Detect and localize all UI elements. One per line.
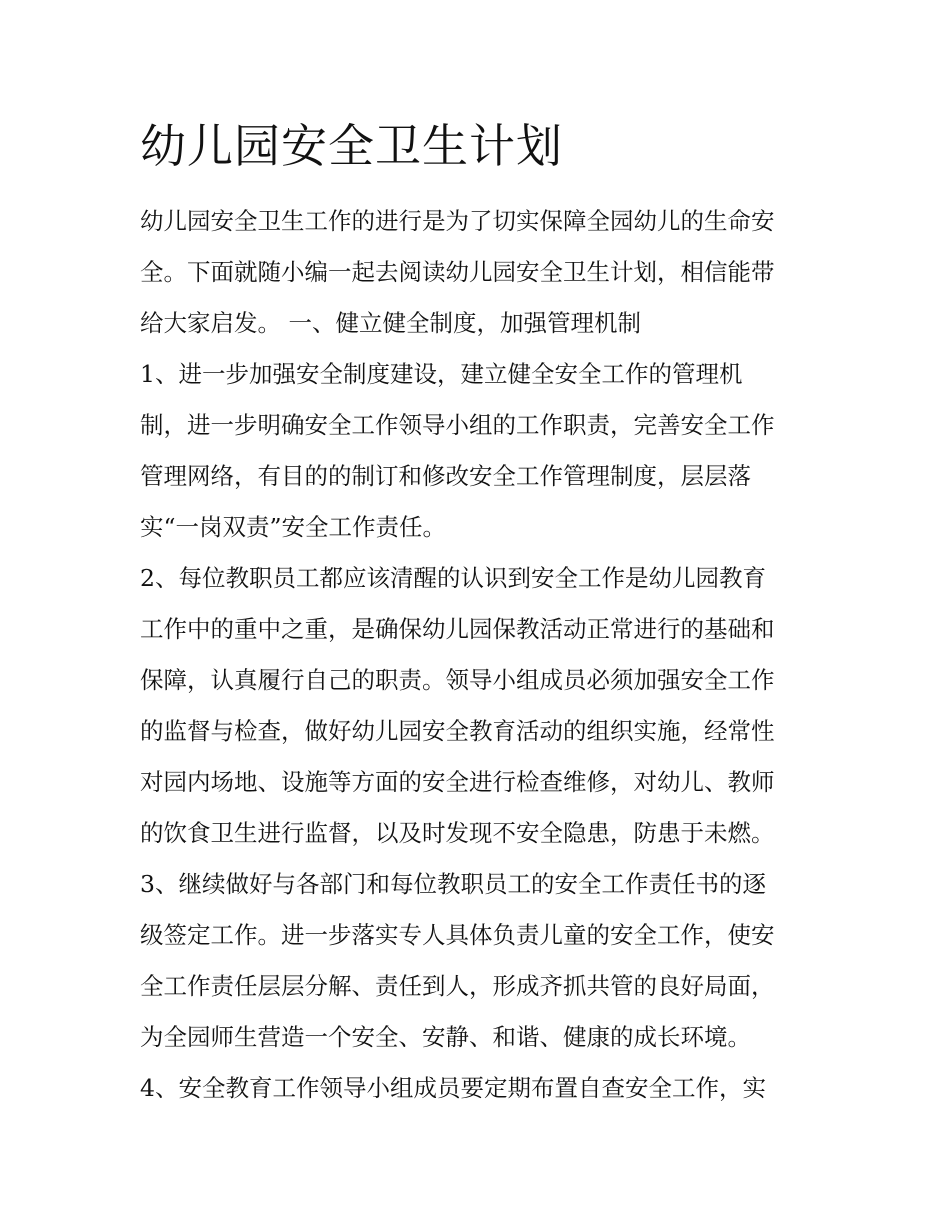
text-line: 4、安全教育工作领导小组成员要定期布置自查安全工作，实	[140, 1074, 766, 1102]
text-line: 2、每位教职员工都应该清醒的认识到安全工作是幼儿园教育	[140, 564, 766, 592]
text-line: 工作中的重中之重，是确保幼儿园保教活动正常进行的基础和	[140, 615, 775, 643]
text-line: 给大家启发。 一、健立健全制度，加强管理机制	[140, 309, 641, 337]
text-line: 全工作责任层层分解、责任到人，形成齐抓共管的良好局面，	[140, 972, 775, 1000]
text-line: 3、继续做好与各部门和每位教职员工的安全工作责任书的逐	[140, 870, 766, 898]
text-line: 级签定工作。进一步落实专人具体负责儿童的安全工作，使安	[140, 921, 775, 949]
text-line: 1、进一步加强安全制度建设，建立健全安全工作的管理机	[140, 360, 743, 388]
text-line: 为全园师生营造一个安全、安静、和谐、健康的成长环境。	[140, 1023, 751, 1051]
text-line: 对园内场地、设施等方面的安全进行检查维修，对幼儿、教师	[140, 768, 775, 796]
text-line: 制，进一步明确安全工作领导小组的工作职责，完善安全工作	[140, 411, 775, 439]
text-line: 的饮食卫生进行监督，以及时发现不安全隐患，防患于未燃。	[140, 819, 775, 847]
text-line: 的监督与检查，做好幼儿园安全教育活动的组织实施，经常性	[140, 717, 775, 745]
text-line: 全。下面就随小编一起去阅读幼儿园安全卫生计划，相信能带	[140, 258, 775, 286]
text-line: 实“一岗双责”安全工作责任。	[140, 513, 447, 541]
text-line: 幼儿园安全卫生工作的进行是为了切实保障全园幼儿的生命安	[140, 207, 775, 235]
text-line: 管理网络，有目的的制订和修改安全工作管理制度，层层落	[140, 462, 751, 490]
text-line: 保障，认真履行自己的职责。领导小组成员必须加强安全工作	[140, 666, 775, 694]
document-title: 幼儿园安全卫生计划	[140, 119, 563, 173]
